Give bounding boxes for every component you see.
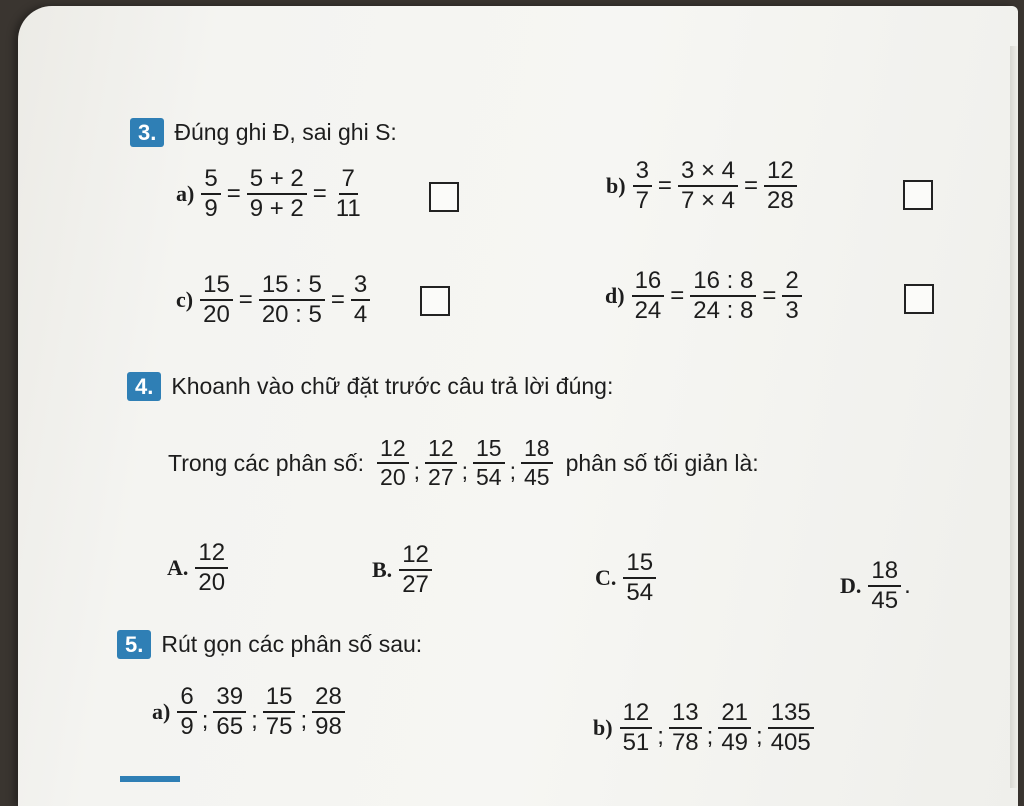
equals-sign: = (670, 282, 685, 310)
equals-sign: = (238, 286, 253, 314)
fraction (718, 700, 751, 757)
option-end-period: . (904, 572, 911, 600)
numerator: 18 (521, 436, 553, 464)
numerator: 13 (669, 700, 702, 729)
fraction (213, 684, 246, 741)
separator: ; (461, 457, 469, 484)
separator: ; (706, 722, 714, 750)
fraction (521, 436, 553, 491)
item-label: b) (606, 173, 626, 199)
denominator: 45 (524, 464, 550, 491)
section-3-badge: 3. (130, 118, 164, 147)
option-d[interactable] (840, 558, 911, 615)
item-label: a) (152, 699, 171, 725)
denominator: 9 + 2 (249, 195, 304, 223)
answer-box-3c[interactable] (420, 286, 450, 316)
fraction (333, 166, 364, 223)
section-4-badge: 4. (127, 372, 161, 401)
separator: ; (509, 457, 516, 484)
numerator: 16 : 8 (690, 268, 756, 297)
fraction (399, 542, 432, 599)
item-label: c) (176, 287, 194, 313)
section-5-header (117, 630, 422, 659)
fraction (263, 684, 296, 741)
section-5-title: Rút gọn các phân số sau: (161, 631, 423, 657)
denominator: 11 (335, 195, 361, 223)
numerator: 16 (632, 268, 665, 297)
equals-sign: = (312, 180, 327, 208)
option-label: D. (840, 573, 862, 599)
denominator: 27 (428, 464, 454, 491)
denominator: 7 × 4 (680, 187, 735, 215)
equals-sign: = (226, 180, 241, 208)
answer-box-3a[interactable] (429, 182, 459, 212)
denominator: 78 (671, 729, 699, 757)
numerator: 12 (620, 700, 653, 729)
numerator: 12 (195, 540, 228, 569)
fraction (177, 684, 196, 741)
fraction (425, 436, 457, 491)
numerator: 15 : 5 (259, 272, 325, 301)
fraction (195, 540, 228, 597)
numerator: 12 (764, 158, 797, 187)
fraction (620, 700, 653, 757)
denominator: 65 (216, 713, 244, 741)
option-label: A. (167, 555, 189, 581)
numerator: 3 (351, 272, 370, 301)
option-a[interactable] (167, 540, 231, 597)
equals-sign: = (762, 282, 777, 310)
denominator: 20 : 5 (261, 301, 322, 329)
fraction (473, 436, 505, 491)
numerator: 18 (868, 558, 901, 587)
question-prefix: Trong các phân số: (168, 449, 365, 476)
exercise-3a (176, 166, 367, 223)
item-label: a) (176, 181, 195, 207)
option-label: C. (595, 565, 617, 591)
fraction (377, 436, 409, 491)
exercise-3d (605, 268, 805, 325)
answer-box-3d[interactable] (904, 284, 934, 314)
numerator: 7 (339, 166, 358, 195)
numerator: 39 (213, 684, 246, 713)
separator: ; (201, 706, 209, 734)
fraction (259, 272, 325, 329)
equals-sign: = (657, 172, 672, 200)
fraction (201, 166, 220, 223)
answer-box-3b[interactable] (903, 180, 933, 210)
numerator: 28 (312, 684, 345, 713)
item-label: b) (593, 715, 613, 741)
numerator: 15 (263, 684, 296, 713)
denominator: 51 (622, 729, 650, 757)
denominator: 27 (402, 571, 429, 599)
numerator: 15 (200, 272, 233, 301)
denominator: 9 (180, 713, 194, 741)
numerator: 5 (201, 166, 220, 195)
equals-sign: = (330, 286, 345, 314)
fraction (669, 700, 702, 757)
numerator: 3 × 4 (678, 158, 738, 187)
separator: ; (413, 457, 421, 484)
denominator: 28 (767, 187, 794, 215)
fraction (351, 272, 370, 329)
section-4-title: Khoanh vào chữ đặt trước câu trả lời đúng: (171, 373, 614, 399)
exercise-5b (593, 700, 817, 757)
fraction (623, 550, 656, 607)
option-label: B. (372, 557, 393, 583)
denominator: 9 (204, 195, 218, 223)
numerator: 21 (718, 700, 751, 729)
numerator: 6 (177, 684, 196, 713)
denominator: 24 (634, 297, 662, 325)
next-section-badge-edge (120, 776, 180, 782)
section-4-question (168, 436, 759, 491)
separator: ; (756, 722, 763, 750)
section-5-badge: 5. (117, 630, 151, 659)
fraction (633, 158, 652, 215)
denominator: 3 (785, 297, 799, 325)
denominator: 20 (380, 464, 406, 491)
fraction (782, 268, 801, 325)
separator: ; (657, 722, 664, 750)
numerator: 15 (623, 550, 656, 579)
numerator: 12 (425, 436, 457, 464)
denominator: 20 (198, 569, 226, 597)
denominator: 54 (476, 464, 502, 491)
section-3-header (130, 118, 397, 147)
denominator: 75 (265, 713, 293, 741)
numerator: 3 (633, 158, 652, 187)
fraction (200, 272, 233, 329)
numerator: 12 (399, 542, 432, 571)
denominator: 98 (315, 713, 342, 741)
fraction (678, 158, 738, 215)
denominator: 405 (770, 729, 811, 757)
equals-sign: = (743, 172, 758, 200)
denominator: 4 (353, 301, 368, 329)
numerator: 135 (768, 700, 814, 729)
denominator: 7 (635, 187, 649, 215)
option-c[interactable] (595, 550, 659, 607)
section-3-title: Đúng ghi Đ, sai ghi S: (174, 119, 397, 145)
question-suffix: phân số tối giản là: (565, 449, 759, 476)
separator: ; (300, 706, 308, 734)
exercise-3c (176, 272, 373, 329)
page-edge (1010, 46, 1018, 788)
denominator: 54 (626, 579, 654, 607)
fraction (768, 700, 814, 757)
fraction (690, 268, 756, 325)
fraction (632, 268, 665, 325)
denominator: 49 (721, 729, 749, 757)
fraction (312, 684, 345, 741)
fraction (868, 558, 901, 615)
item-label: d) (605, 283, 625, 309)
numerator: 12 (377, 436, 409, 464)
fraction (247, 166, 307, 223)
exercise-3b (606, 158, 800, 215)
numerator: 2 (782, 268, 801, 297)
fraction (764, 158, 797, 215)
option-b[interactable] (372, 542, 435, 599)
separator: ; (251, 706, 258, 734)
exercise-5a (152, 684, 348, 741)
numerator: 15 (473, 436, 505, 464)
section-4-header (127, 372, 613, 401)
denominator: 24 : 8 (693, 297, 754, 325)
numerator: 5 + 2 (247, 166, 307, 195)
denominator: 45 (871, 587, 899, 615)
denominator: 20 (203, 301, 230, 329)
